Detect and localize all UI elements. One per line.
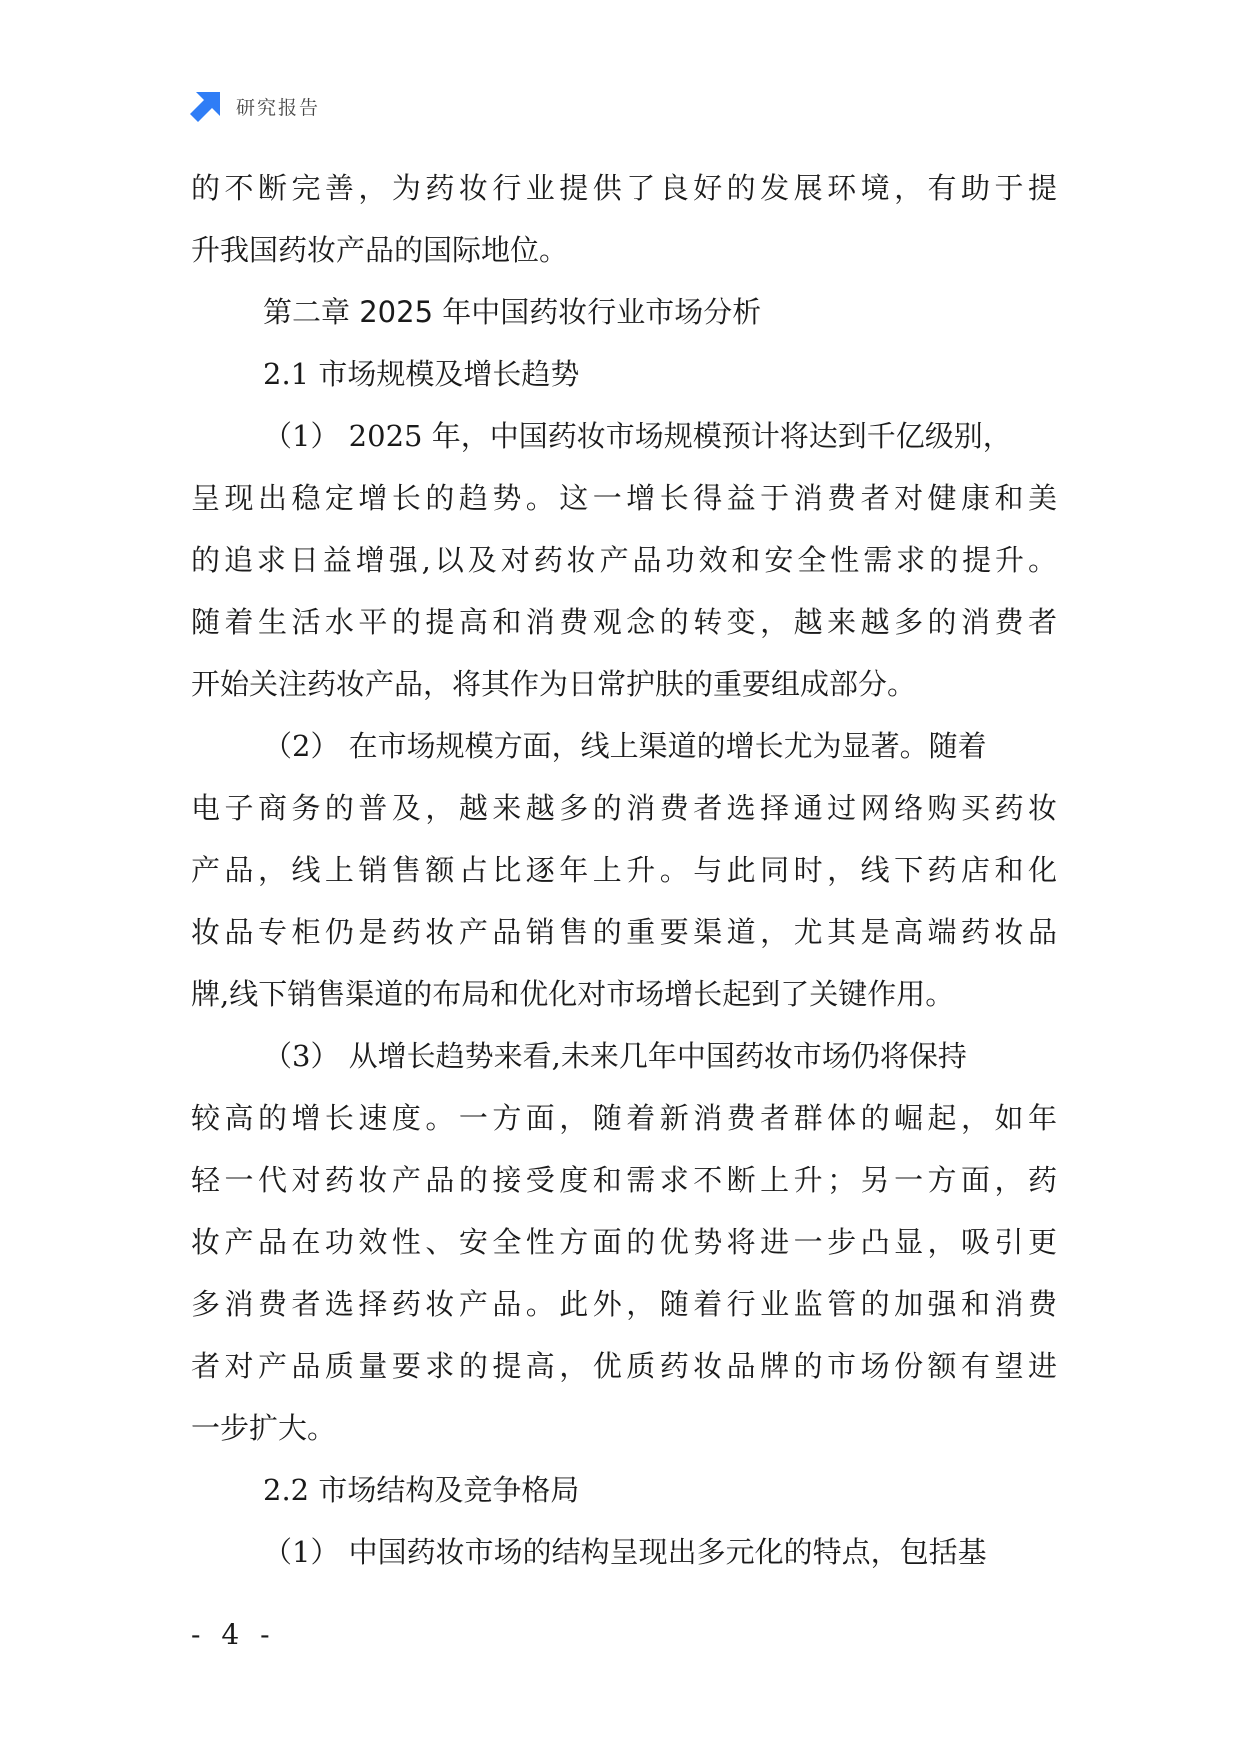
- paragraph-line: （1） 中国药妆市场的结构呈现出多元化的特点，包括基: [263, 1535, 987, 1569]
- paragraph-line: （3） 从增长趋势来看,未来几年中国药妆市场仍将保持: [263, 1039, 967, 1073]
- paragraph-line: （1） 2025 年，中国药妆市场规模预计将达到千亿级别，: [263, 419, 1012, 453]
- chapter-heading: 第二章 2025 年中国药妆行业市场分析: [263, 295, 762, 329]
- paragraph-line: 产品，线上销售额占比逐年上升。与此同时，线下药店和化: [191, 853, 1057, 887]
- arrow-up-right-icon: [190, 90, 222, 122]
- page-number: - 4 -: [191, 1618, 276, 1651]
- paragraph-line: 呈现出稳定增长的趋势。这一增长得益于消费者对健康和美: [191, 481, 1057, 515]
- paragraph-line: 随着生活水平的提高和消费观念的转变，越来越多的消费者: [191, 605, 1057, 639]
- paragraph-line: 电子商务的普及，越来越多的消费者选择通过网络购买药妆: [191, 791, 1057, 825]
- paragraph-line: 升我国药妆产品的国际地位。: [191, 233, 569, 267]
- paragraph-line: 开始关注药妆产品，将其作为日常护肤的重要组成部分。: [191, 667, 917, 701]
- paragraph-line: （2） 在市场规模方面，线上渠道的增长尤为显著。随着: [263, 729, 987, 763]
- paragraph-line: 轻一代对药妆产品的接受度和需求不断上升；另一方面，药: [191, 1163, 1057, 1197]
- report-header: [190, 88, 320, 124]
- paragraph-line: 一步扩大。: [191, 1411, 337, 1445]
- paragraph-line: 者对产品质量要求的提高，优质药妆品牌的市场份额有望进: [191, 1349, 1057, 1383]
- section-heading: 2.1 市场规模及增长趋势: [263, 357, 580, 391]
- paragraph-line: 多消费者选择药妆产品。此外，随着行业监管的加强和消费: [191, 1287, 1057, 1321]
- section-heading: 2.2 市场结构及竞争格局: [263, 1473, 580, 1507]
- paragraph-line: 牌,线下销售渠道的布局和优化对市场增长起到了关键作用。: [191, 977, 955, 1011]
- header-label: 研究报告: [236, 96, 321, 119]
- paragraph-line: 妆品专柜仍是药妆产品销售的重要渠道，尤其是高端药妆品: [191, 915, 1057, 949]
- paragraph-line: 妆产品在功效性、安全性方面的优势将进一步凸显，吸引更: [191, 1225, 1057, 1259]
- paragraph-line: 的不断完善，为药妆行业提供了良好的发展环境，有助于提: [191, 171, 1057, 205]
- document-body: [191, 157, 1057, 1583]
- paragraph-line: 的追求日益增强,以及对药妆产品功效和安全性需求的提升。: [191, 543, 1057, 577]
- paragraph-line: 较高的增长速度。一方面，随着新消费者群体的崛起，如年: [191, 1101, 1057, 1135]
